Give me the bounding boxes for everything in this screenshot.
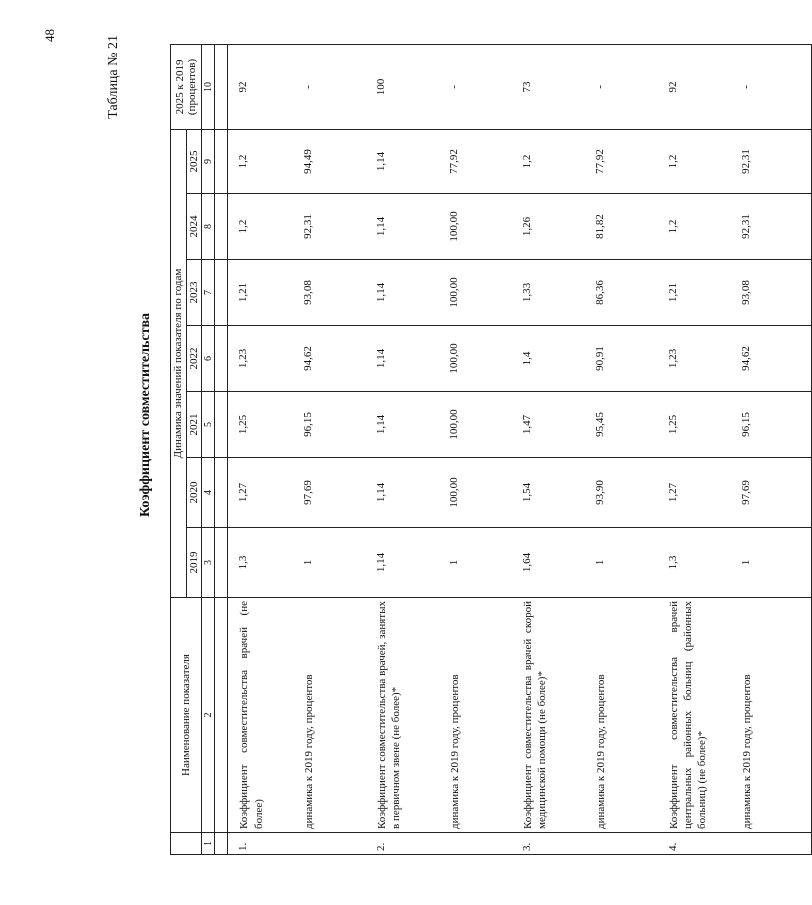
row-name: динамика к 2019 году, процентов xyxy=(301,598,374,833)
row-value: 1,21 xyxy=(666,260,739,326)
row-value: 1,47 xyxy=(520,392,593,458)
row-value: - xyxy=(739,44,812,129)
row-value: 1,54 xyxy=(520,458,593,528)
header-year: 2025 xyxy=(186,129,202,193)
index-cell: 9 xyxy=(202,129,215,193)
row-value: 94,62 xyxy=(301,326,374,392)
row-value: 93,08 xyxy=(739,260,812,326)
header-num-cell xyxy=(171,833,202,855)
row-value: 100,00 xyxy=(447,194,520,260)
header-last-col: 2025 к 2019 (процентов) xyxy=(171,44,202,129)
row-value: 92 xyxy=(228,44,301,129)
row-value: 1,3 xyxy=(228,528,301,598)
table-row xyxy=(374,44,447,854)
index-cell: 4 xyxy=(202,458,215,528)
row-value: 1,14 xyxy=(374,326,447,392)
table-row xyxy=(666,44,739,854)
row-value: 1,14 xyxy=(374,194,447,260)
row-value: 1,27 xyxy=(666,458,739,528)
row-value: 86,36 xyxy=(593,260,666,326)
header-year: 2019 xyxy=(186,528,202,598)
index-cell: 2 xyxy=(202,598,215,833)
header-year: 2024 xyxy=(186,194,202,260)
row-number xyxy=(593,833,666,855)
row-name: Коэффициент совместительства врачей (не более) xyxy=(228,598,301,833)
row-value: 97,69 xyxy=(739,458,812,528)
row-value: 1,27 xyxy=(228,458,301,528)
row-name: Коэффициент совместительства врачей центральных районных больниц (районных больниц) (не более)* xyxy=(666,598,739,833)
row-value: 96,15 xyxy=(301,392,374,458)
row-value: 1,3 xyxy=(666,528,739,598)
row-value: 77,92 xyxy=(447,129,520,193)
row-number: 3. xyxy=(520,833,593,855)
index-cell: 7 xyxy=(202,260,215,326)
index-cell: 8 xyxy=(202,194,215,260)
table-body xyxy=(228,44,812,854)
row-number xyxy=(739,833,812,855)
index-cell: 3 xyxy=(202,528,215,598)
row-value: - xyxy=(301,44,374,129)
header-group-cell: Динамика значений показателя по годам xyxy=(171,129,187,597)
row-value: 1,4 xyxy=(520,326,593,392)
row-value: 93,08 xyxy=(301,260,374,326)
row-value: 92,31 xyxy=(739,129,812,193)
header-year: 2020 xyxy=(186,458,202,528)
table-label: Таблица № 21 xyxy=(106,35,121,119)
row-value: 1 xyxy=(593,528,666,598)
table-row xyxy=(228,44,301,854)
row-value: 90,91 xyxy=(593,326,666,392)
page-number: 48 xyxy=(42,29,57,42)
row-value: 94,49 xyxy=(301,129,374,193)
row-value: 1,64 xyxy=(520,528,593,598)
row-value: 1,14 xyxy=(374,392,447,458)
row-value: 1,25 xyxy=(666,392,739,458)
index-cell: 5 xyxy=(202,392,215,458)
row-value: 1,21 xyxy=(228,260,301,326)
row-value: - xyxy=(593,44,666,129)
row-value: 1,26 xyxy=(520,194,593,260)
header-gap-row xyxy=(215,44,228,854)
index-cell: 10 xyxy=(202,44,215,129)
row-value: 100,00 xyxy=(447,326,520,392)
row-name: динамика к 2019 году, процентов xyxy=(593,598,666,833)
row-value: 100,00 xyxy=(447,392,520,458)
row-value: 100,00 xyxy=(447,260,520,326)
row-value: 1,14 xyxy=(374,129,447,193)
row-value: 1,14 xyxy=(374,260,447,326)
row-value: 1,2 xyxy=(228,129,301,193)
header-year: 2022 xyxy=(186,326,202,392)
row-number: 4. xyxy=(666,833,739,855)
row-value: 95,45 xyxy=(593,392,666,458)
data-table xyxy=(170,44,812,855)
row-value: 81,82 xyxy=(593,194,666,260)
header-name-cell: Наименование показателя xyxy=(171,598,202,833)
row-value: 92 xyxy=(666,44,739,129)
row-value: 96,15 xyxy=(739,392,812,458)
row-value: 1,14 xyxy=(374,528,447,598)
row-name: Коэффициент совместительства врачей скорой медицинской помощи (не более)* xyxy=(520,598,593,833)
row-value: 1,23 xyxy=(228,326,301,392)
row-value: 100,00 xyxy=(447,458,520,528)
table-row xyxy=(301,44,374,854)
row-value: 94,62 xyxy=(739,326,812,392)
row-value: - xyxy=(447,44,520,129)
row-name: динамика к 2019 году, процентов xyxy=(447,598,520,833)
row-value: 97,69 xyxy=(301,458,374,528)
table-row xyxy=(520,44,593,854)
header-year: 2023 xyxy=(186,260,202,326)
header-row-group xyxy=(171,44,187,854)
row-value: 92,31 xyxy=(301,194,374,260)
index-cell: 1 xyxy=(202,833,215,855)
row-value: 92,31 xyxy=(739,194,812,260)
row-number xyxy=(447,833,520,855)
row-number: 1. xyxy=(228,833,301,855)
row-value: 1,14 xyxy=(374,458,447,528)
row-value: 1,2 xyxy=(666,194,739,260)
row-value: 1,25 xyxy=(228,392,301,458)
row-value: 100 xyxy=(374,44,447,129)
table-row xyxy=(739,44,812,854)
row-value: 1 xyxy=(447,528,520,598)
row-value: 1,23 xyxy=(666,326,739,392)
header-index-row xyxy=(202,44,215,854)
row-value: 93,90 xyxy=(593,458,666,528)
row-name: динамика к 2019 году, процентов xyxy=(739,598,812,833)
table-title: Коэффициент совместительства xyxy=(138,312,153,518)
row-value: 1,2 xyxy=(520,129,593,193)
row-value: 1 xyxy=(301,528,374,598)
index-cell: 6 xyxy=(202,326,215,392)
row-value: 1 xyxy=(739,528,812,598)
row-value: 1,33 xyxy=(520,260,593,326)
row-value: 77,92 xyxy=(593,129,666,193)
row-name: Коэффициент совместительства врачей, занятых в первичном звене (не более)* xyxy=(374,598,447,833)
row-value: 1,2 xyxy=(228,194,301,260)
row-number xyxy=(301,833,374,855)
table-row xyxy=(593,44,666,854)
row-value: 73 xyxy=(520,44,593,129)
row-value: 1,2 xyxy=(666,129,739,193)
row-number: 2. xyxy=(374,833,447,855)
table-row xyxy=(447,44,520,854)
header-year: 2021 xyxy=(186,392,202,458)
